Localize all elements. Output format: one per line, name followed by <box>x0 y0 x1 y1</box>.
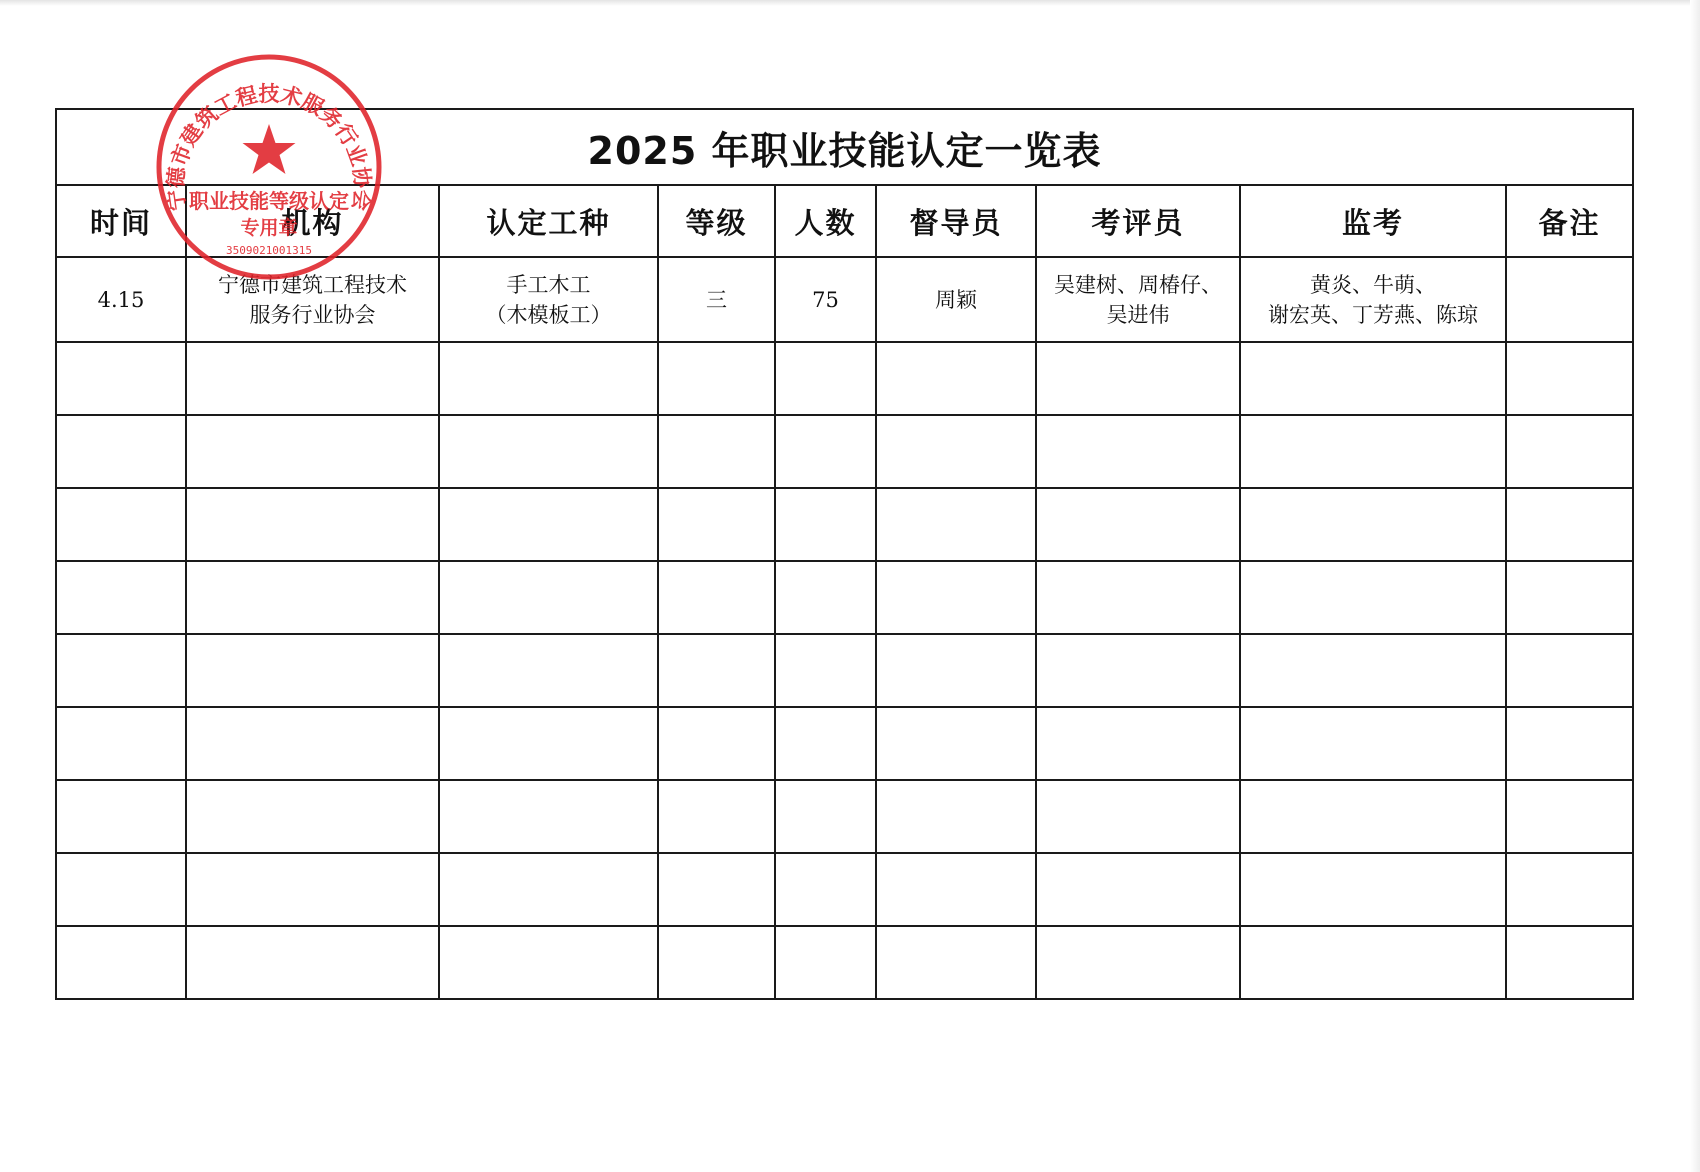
column-header-remark: 备注 <box>1506 185 1633 257</box>
cell-org <box>186 257 439 342</box>
cell-trade-line: 手工木工 <box>506 272 591 297</box>
cell-evaluators <box>1036 257 1240 342</box>
empty-table-row <box>56 342 1633 415</box>
empty-table-row <box>56 488 1633 561</box>
empty-table-row <box>56 853 1633 926</box>
cell-org-line: 服务行业协会 <box>249 302 376 327</box>
empty-table-row <box>56 561 1633 634</box>
table-title: 2025 年职业技能认定一览表 <box>56 109 1633 185</box>
scan-edge-shadow <box>0 0 1700 6</box>
cell-proctors-line: 谢宏英、丁芳燕、陈琼 <box>1268 302 1478 327</box>
empty-table-row <box>56 707 1633 780</box>
seal-purpose-text: 职业技能等级认定 <box>189 189 349 213</box>
cell-trade-line: （木模板工） <box>485 302 612 327</box>
cell-evaluators-line: 吴建树、周椿仔、 <box>1054 272 1222 297</box>
cell-evaluators-line: 吴进伟 <box>1106 302 1170 327</box>
column-header-time: 时间 <box>56 185 186 257</box>
cell-level: 三 <box>658 257 775 342</box>
title-row <box>56 109 1633 185</box>
cell-supervisor: 周颖 <box>876 257 1036 342</box>
cell-remark <box>1506 257 1633 342</box>
column-header-trade: 认定工种 <box>439 185 658 257</box>
empty-table-row <box>56 780 1633 853</box>
column-header-proctors: 监考 <box>1240 185 1506 257</box>
column-header-level: 等级 <box>658 185 775 257</box>
seal-org-text: 宁德市建筑工程技术服务行业协会 <box>163 81 375 213</box>
column-header-evaluators: 考评员 <box>1036 185 1240 257</box>
empty-table-row <box>56 415 1633 488</box>
header-row <box>56 185 1633 257</box>
cell-trade <box>439 257 658 342</box>
column-header-org: 机构 <box>186 185 439 257</box>
column-header-supervisor: 督导员 <box>876 185 1036 257</box>
column-header-count: 人数 <box>775 185 876 257</box>
cell-count: 75 <box>775 257 876 342</box>
seal-number-text: 3509021001315 <box>225 244 313 257</box>
cell-org-line: 宁德市建筑工程技术 <box>218 272 407 297</box>
certification-table <box>55 108 1634 1000</box>
cell-proctors-line: 黄炎、牛萌、 <box>1310 272 1436 297</box>
cell-time: 4.15 <box>56 257 186 342</box>
seal-use-text: 专用章 <box>240 217 298 239</box>
empty-table-row <box>56 634 1633 707</box>
cell-proctors <box>1240 257 1506 342</box>
scan-right-shadow <box>1690 0 1700 1172</box>
table-row <box>56 257 1633 342</box>
empty-table-row <box>56 926 1633 999</box>
